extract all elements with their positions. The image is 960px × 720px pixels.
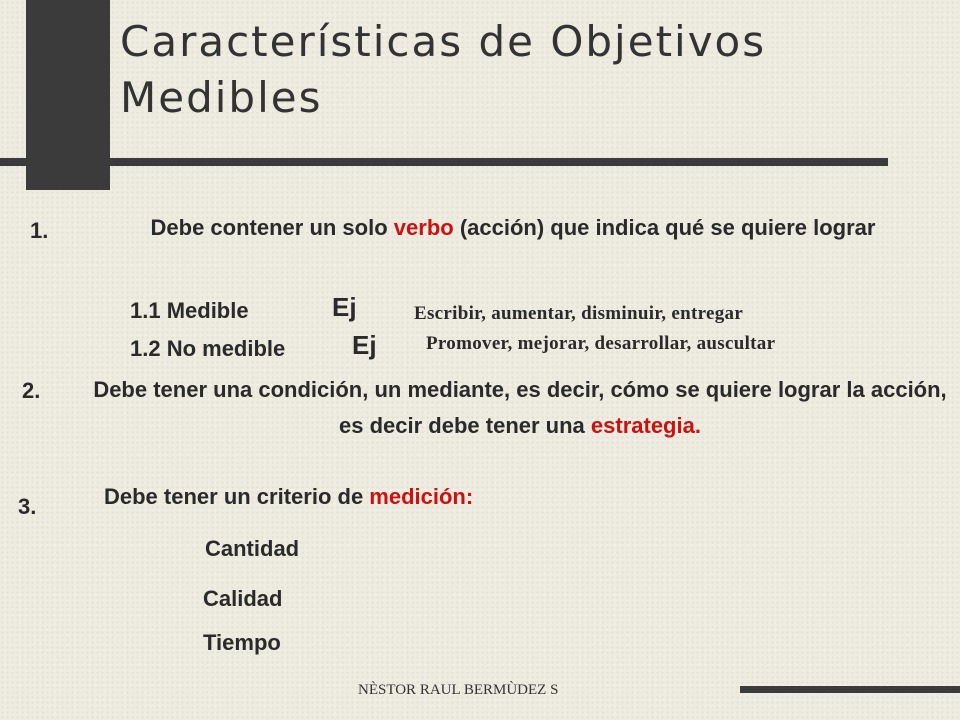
criterion-tiempo: Tiempo [203,630,281,655]
item-3-text-before: Debe tener un criterio de [104,484,370,509]
subitem-1-2-examples: Promover, mejorar, desarrollar, auscultar [426,333,776,354]
criterion-calidad: Calidad [203,586,283,611]
title-underline-bar [0,158,888,166]
item-1-number: 1. [30,218,49,243]
item-1-text [88,210,938,246]
item-3-highlight: medición: [369,484,474,509]
criterion-cantidad: Cantidad [205,536,300,561]
item-2-number: 2. [22,378,41,403]
item-3-number: 3. [18,494,37,519]
subitem-1-2-label: 1.2 No medible [130,336,286,361]
item-2-text [80,372,960,444]
item-2-text-before: Debe tener una condición, un mediante, es decir, cómo se quiere lograr la acción, es decir debe tener una [93,377,947,438]
item-3-text [104,484,473,510]
item-1-text-after: (acción) que indica qué se quiere lograr [453,215,876,240]
slide-title: Características de Objetivos Medibles [120,17,767,122]
subitem-1-1-ej: Ej [332,292,357,322]
item-2-highlight: estrategia. [590,413,701,438]
subitem-1-1-examples: Escribir, aumentar, disminuir, entregar [414,303,744,324]
subitem-1-1-label: 1.1 Medible [130,298,249,323]
item-1-highlight: verbo [393,215,454,240]
subitem-1-2-ej: Ej [352,330,377,360]
footer-author: NÈSTOR RAUL BERMÙDEZ S [358,682,559,698]
item-1-text-before: Debe contener un solo [150,215,394,240]
footer-bar [740,686,960,693]
